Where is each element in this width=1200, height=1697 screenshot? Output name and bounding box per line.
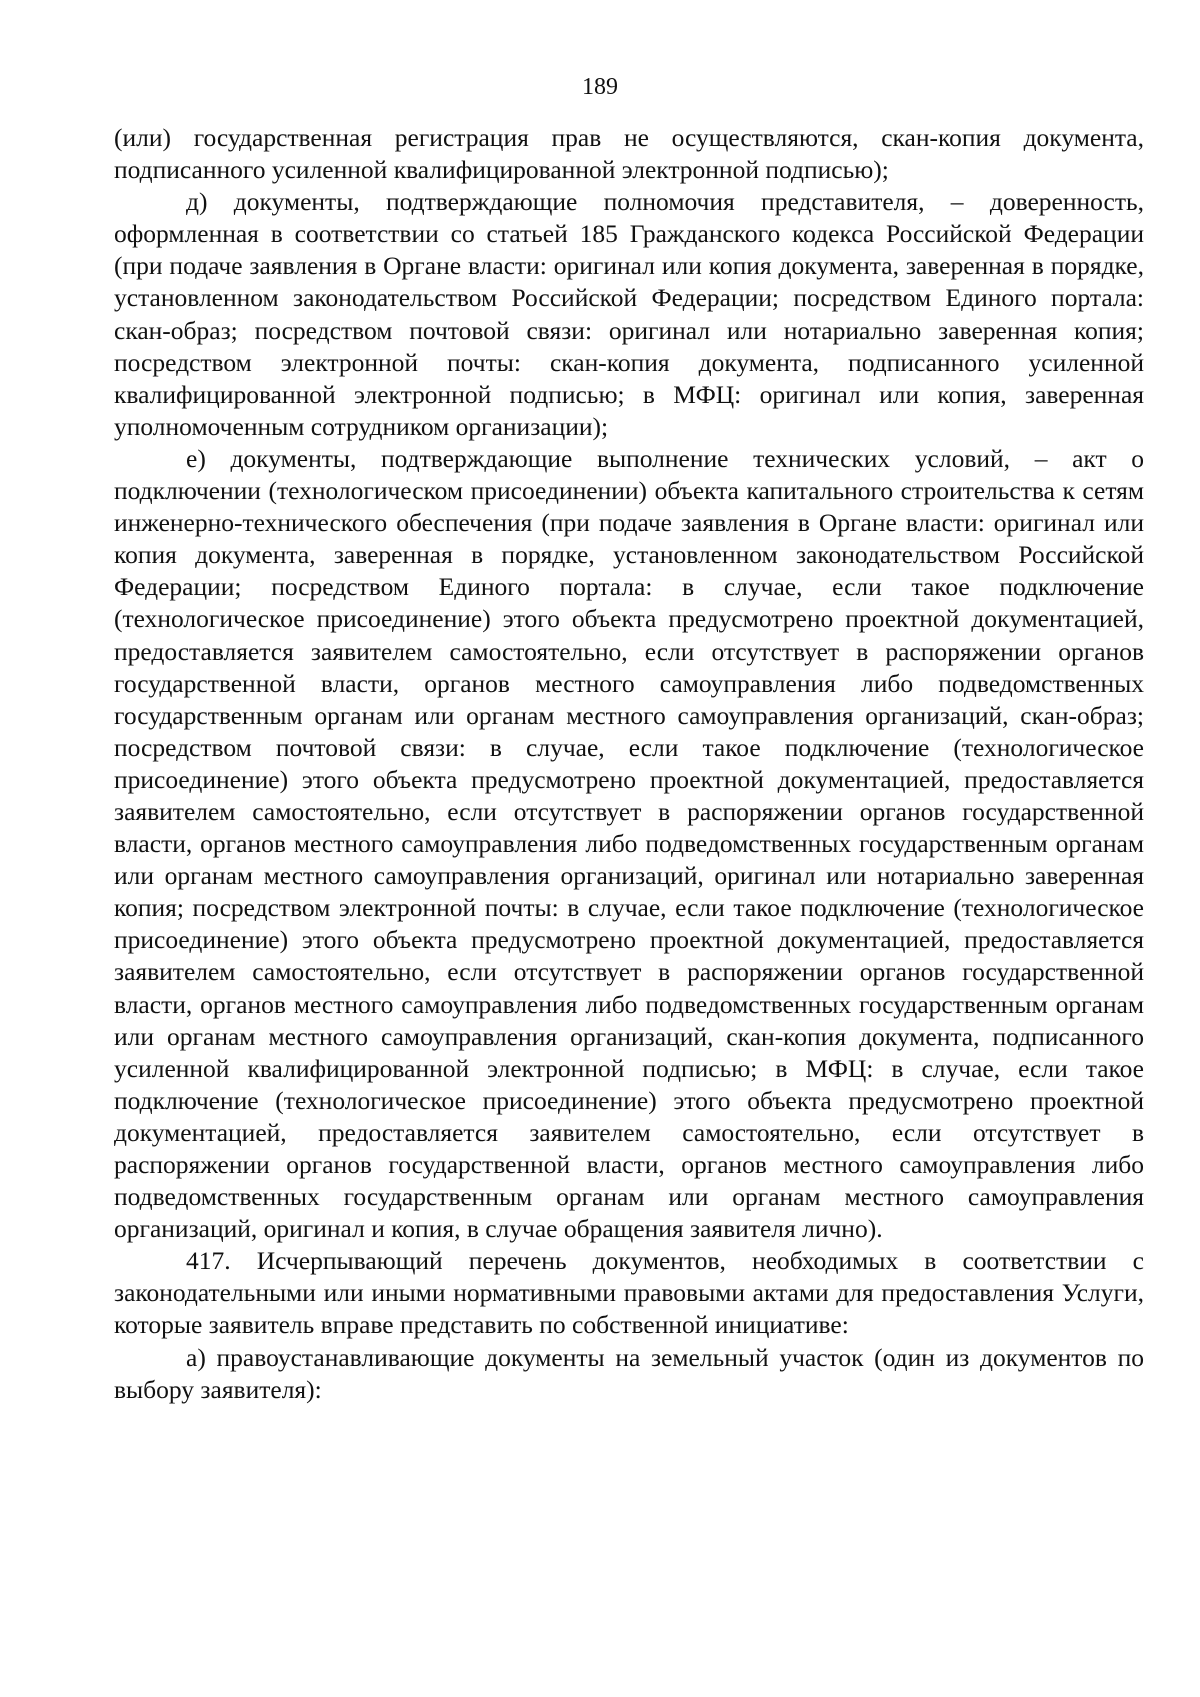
- paragraph-continuation: (или) государственная регистрация прав не осуществляются, скан-копия документа, подписанного усиленной квалифицированной электронной подписью);: [114, 123, 1144, 185]
- page-number: 189: [582, 74, 618, 100]
- paragraph-item-a-land-title-documents: а) правоустанавливающие документы на земельный участок (один из документов по выбору заявителя):: [114, 1342, 1144, 1404]
- paragraph-417-documents-list: 417. Исчерпывающий перечень документов, необходимых в соответствии с законодательными или иными нормативными правовыми актами для предоставления Услуги, которые заявитель вправе представить по собственной инициативе:: [114, 1246, 1144, 1340]
- paragraph-item-d-power-of-attorney: д) документы, подтверждающие полномочия представителя, – доверенность, оформленная в соответствии со статьей 185 Гражданского кодекса Российской Федерации (при подаче заявления в Органе власти: оригинал или копия документа, заверенная в порядке, установленном законодательством Российской Федерации; посредством Единого портала: скан-образ; посредством почтовой связи: оригинал или нотариально заверенная копия; посредством электронной почты: скан-копия документа, подписанного усиленной квалифицированной электронной подписью; в МФЦ: оригинал или копия, заверенная уполномоченным сотрудником организации);: [114, 187, 1144, 441]
- paragraph-item-e-technical-conditions: е) документы, подтверждающие выполнение технических условий, – акт о подключении (технологическом присоединении) объекта капитального строительства к сетям инженерно-технического обеспечения (при подаче заявления в Органе власти: оригинал или копия документа, заверенная в порядке, установленном законодательством Российской Федерации; посредством Единого портала: в случае, если такое подключение (технологическое присоединение) этого объекта предусмотрено проектной документацией, предоставляется заявителем самостоятельно, если отсутствует в распоряжении органов государственной власти, органов местного самоуправления либо подведомственных государственным органам или органам местного самоуправления организаций, скан-образ; посредством почтовой связи: в случае, если такое подключение (технологическое присоединение) этого объекта предусмотрено проектной документацией, предоставляется заявителем самостоятельно, если отсутствует в распоряжении органов государственной власти, органов местного самоуправления либо подведомственных государственным органам или органам местного самоуправления организаций, оригинал или нотариально заверенная копия; посредством электронной почты: в случае, если такое подключение (технологическое присоединение) этого объекта предусмотрено проектной документацией, предоставляется заявителем самостоятельно, если отсутствует в распоряжении органов государственной власти, органов местного самоуправления либо подведомственных государственным органам или органам местного самоуправления организаций, скан-копия документа, подписанного усиленной квалифицированной электронной подписью; в МФЦ: в случае, если такое подключение (технологическое присоединение) этого объекта предусмотрено проектной документацией, предоставляется заявителем самостоятельно, если отсутствует в распоряжении органов государственной власти, органов местного самоуправления либо подведомственных государственным органам или органам местного самоуправления организаций, оригинал и копия, в случае обращения заявителя лично).: [114, 443, 1144, 1244]
- document-body: [114, 122, 1144, 1406]
